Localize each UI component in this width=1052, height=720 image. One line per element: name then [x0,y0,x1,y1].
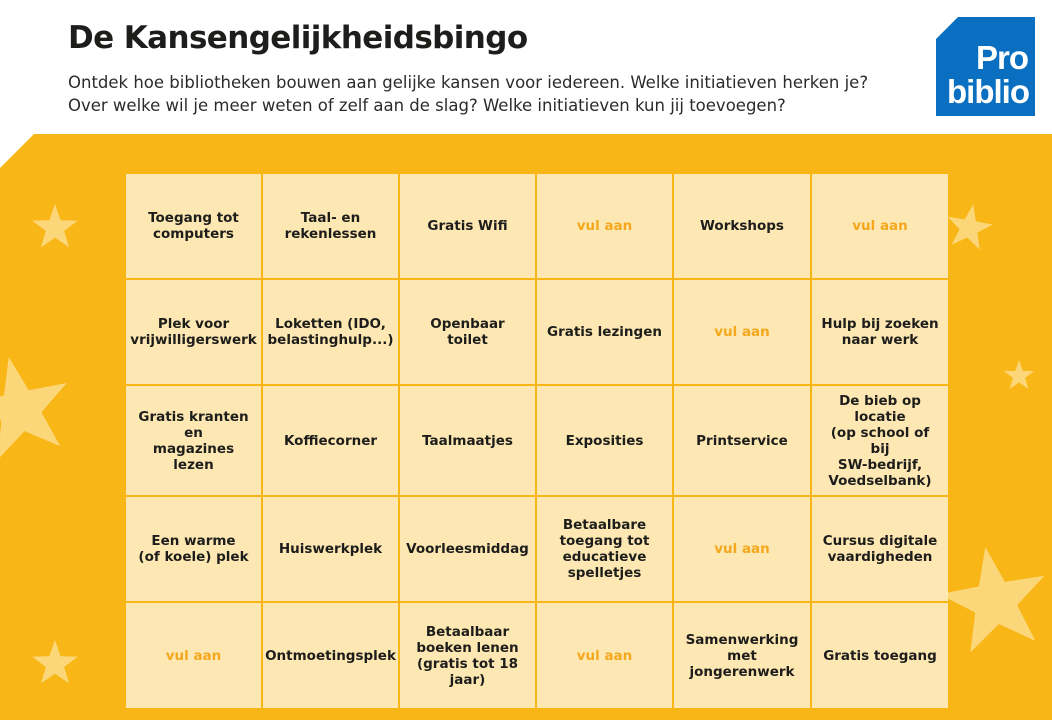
page-subtitle [68,71,868,117]
bingo-cell[interactable]: Betaalbaar boeken lenen (gratis tot 18 jaar) [400,603,535,708]
subtitle-line-1: Ontdek hoe bibliotheken bouwen aan gelijke kansen voor iedereen. Welke initiatieven herken je? [68,73,869,92]
logo-text-pro: Pro [975,39,1028,76]
bingo-cell[interactable]: Huiswerkplek [263,497,398,601]
star-icon [30,204,80,252]
bingo-cell[interactable]: Loketten (IDO, belastinghulp...) [263,280,398,384]
bingo-cell[interactable]: Koffiecorner [263,386,398,495]
bingo-cell[interactable]: Openbaar toilet [400,280,535,384]
bingo-cell-fill-in[interactable]: vul aan [126,603,261,708]
bingo-cell-fill-in[interactable]: vul aan [537,603,672,708]
bingo-cell[interactable]: Samenwerking met jongerenwerk [674,603,810,708]
bingo-grid [124,172,939,698]
bingo-cell[interactable]: Exposities [537,386,672,495]
star-icon [944,204,994,252]
page-title: De Kansengelijkheidsbingo [68,20,528,56]
bingo-cell[interactable]: Gratis kranten en magazines lezen [126,386,261,495]
logo-text-biblio: biblio [947,73,1029,110]
header [0,0,1052,136]
bingo-cell[interactable]: Workshops [674,174,810,278]
probiblio-logo [936,17,1035,116]
bingo-cell[interactable]: Plek voor vrijwilligerswerk [126,280,261,384]
bingo-cell[interactable]: Gratis Wifi [400,174,535,278]
bingo-cell-fill-in[interactable]: vul aan [537,174,672,278]
bingo-cell[interactable]: Voorleesmiddag [400,497,535,601]
bingo-cell[interactable]: Toegang tot computers [126,174,261,278]
bingo-cell[interactable]: Gratis lezingen [537,280,672,384]
star-icon [1002,360,1036,392]
bingo-cell-fill-in[interactable]: vul aan [674,280,810,384]
bingo-cell[interactable]: Cursus digitale vaardigheden [812,497,948,601]
bingo-cell-fill-in[interactable]: vul aan [812,174,948,278]
bingo-cell[interactable]: Printservice [674,386,810,495]
bingo-cell[interactable]: Betaalbare toegang tot educatieve spelletjes [537,497,672,601]
bingo-cell[interactable]: De bieb op locatie (op school of bij SW-bedrijf, Voedselbank) [812,386,948,495]
bingo-cell[interactable]: Taalmaatjes [400,386,535,495]
background-notch [0,134,34,168]
bingo-cell[interactable]: Ontmoetingsplek [263,603,398,708]
star-icon [0,356,76,464]
bingo-cell-fill-in[interactable]: vul aan [674,497,810,601]
bingo-cell[interactable]: Hulp bij zoeken naar werk [812,280,948,384]
bingo-cell[interactable]: Taal- en rekenlessen [263,174,398,278]
bingo-cell[interactable]: Een warme (of koele) plek [126,497,261,601]
star-icon [30,640,80,688]
bingo-cell[interactable]: Gratis toegang [812,603,948,708]
logo-corner [936,17,958,39]
star-icon [938,546,1052,658]
subtitle-line-2: Over welke wil je meer weten of zelf aan de slag? Welke initiatieven kun jij toevoegen? [68,96,786,115]
